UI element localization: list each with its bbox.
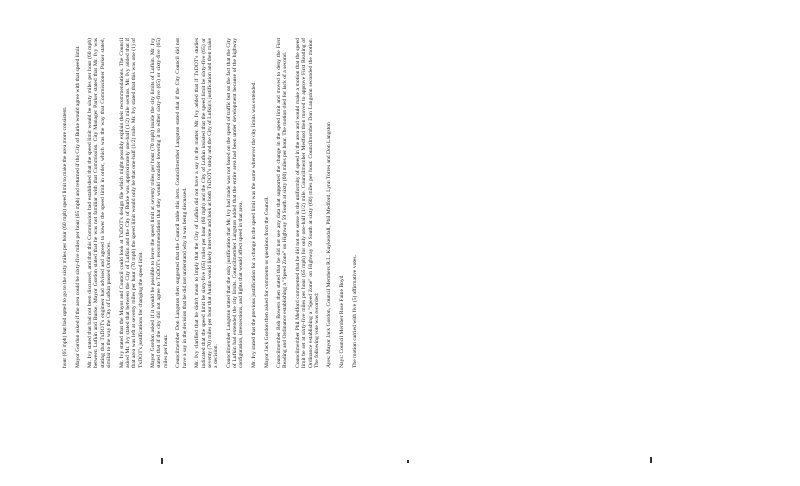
paragraph: Mr. Ivy stated that had not been discussed, and that this Commission had established that the speed limit would be sixty miles per hour (60 mph) between Lufkin and Burke. Mayor Gordon stated that he was not familiar with that Commission. City Manager Parker stated that Mr. Ivy was stating that TxDOT's engineer had advised and agreed to lower the speed limit in order, which was the way that Commissioner Parker stated, similar to the way the City of Lufkin passed Ordinances. bbox=[87, 38, 113, 368]
paragraph: Mr. Ivy clarified that he didn't mean to imply that the City of Lufkin did not have a say in the matter. Mr. Ivy added that if TxDOT's studies indicated that the speed limit be sixty-five (65) miles per hour (60 mph) and the City of Lufkin insisted that the speed limit be sixty-five (65) or seventy (70) miles per hour that Austin would likely intervene and look at both TxDOT's study and the City of Lufkin's justification and then make a decision. bbox=[194, 38, 220, 368]
vote-result: The motion carried with five (5) affirmative votes. bbox=[351, 255, 358, 368]
paragraph: hour (65 mph) but had opted to go to the sixty miles per hour (60 mph) speed limit to make the area more consistent. bbox=[62, 106, 68, 368]
paragraph: Mr. Ivy stated that the previous justification for a change in the speed limit was the same whenever the city limits was extended. bbox=[250, 81, 257, 368]
paragraph: Mayor Jack Gordon then asked for comments or questions from the Council. bbox=[263, 196, 270, 368]
vote-nays: Nays: Council Member Rose Faine Boyd bbox=[339, 275, 346, 368]
paragraph: Councilmember Phil Medford commented that he did not see sense in the uniformity of speed in the area and would make a motion that the speed limit be set at sixty-five miles per hour (65 mph) for only one-half (1/2) mile. Councilmember Medford then moved to approve First Reading of Ordinance establishing a "Speed Zone" on Highway 59 South at sixty (60) miles per hour. Councilmember Don Langston seconded the motion. The following vote was recorded: bbox=[294, 38, 320, 368]
vote-ayes: Ayes: Mayor Jack Gordon, Council Members R.L. Kuykendall, Phil Medford, Lynn Torres and Don Langston bbox=[326, 122, 333, 368]
paragraph: Mr. Ivy stated that the Mayor and Council could look at TxDOT's design file which might possibly explain their recommendations. The Council asked Mr. Ivy stated that between the City of Lufkin and the City of Burke was approximately one-half (1/2) mile section. Mr. Ivy added that if that area was left at seventy miles per hour (70 mph) the speed limit would only be that one-half (1/2) mile. Mr. Ivy stated that this was one (1) of TxDOT's justifications for changing the speed limit. bbox=[118, 38, 144, 368]
scan-mark bbox=[650, 457, 652, 463]
scan-mark bbox=[407, 460, 409, 463]
paragraph: Mayor Gordon asked if it would be possible to leave the speed limit at seventy miles per hour (70 mph) inside the city limits of Lufkin. Mr. Ivy stated that if the city did not agree to TxDOT's recommendation that they would consider lowering it to either sixty-five (65) or sixty-five (65) miles per hour. bbox=[150, 38, 169, 368]
scan-mark bbox=[161, 458, 163, 464]
paragraph: Mayor Gordon asked if the area could be sixty-five miles per hour (65 mph) and returned if the City of Burke would agree with that speed limit. bbox=[74, 45, 81, 368]
paragraph: Councilmember Langston stated that the only justification that Mr. Ivy had made was not based on the speed of traffic but on the fact that the City of Lufkin had extended the city limits. Councilmember Langston added that the entire area had been under development because of the highway configuration, intersections, and lights that would affect speed in that area. bbox=[225, 38, 245, 368]
paragraph: Councilmember Don Langston then suggested that the Council table this item. Councilmember Langston stated that if the City Council did not have a say in the decision that he did not understand why it was being discussed. bbox=[175, 38, 188, 368]
paragraph: Councilmember Bob Bowers then stated that he did not see any data that supported the change in the speed limit and moved to deny the First Reading and Ordinance establishing a "Speed Zone" on Highway 59 South at sixty (60) miles per hour. The motion died for lack of a second. bbox=[276, 38, 289, 368]
minutes-text bbox=[62, 38, 752, 368]
